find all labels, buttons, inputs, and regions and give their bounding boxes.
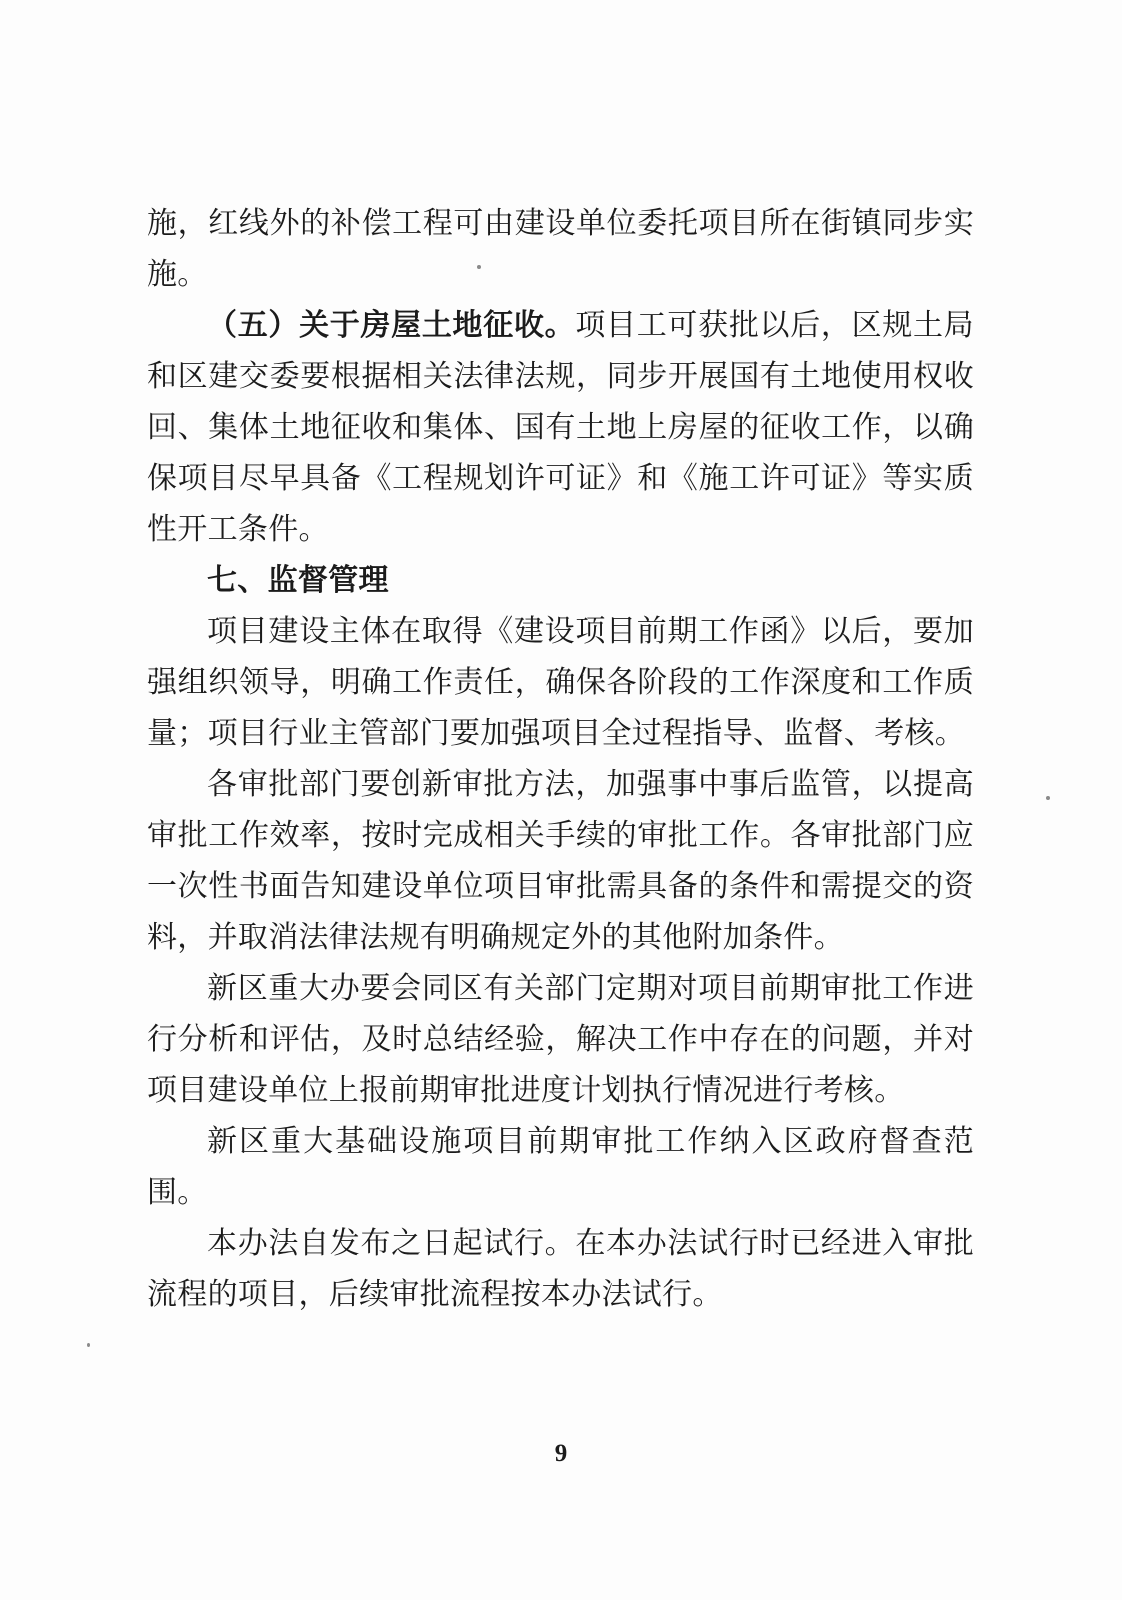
scan-speck <box>1046 796 1050 800</box>
para-supervision-4-run-0: 新区重大基础设施项目前期审批工作纳入区政府督查范围。 <box>147 1125 974 1209</box>
para-trial-implementation-run-0: 本办法自发布之日起试行。在本办法试行时已经进入审批流程的项目，后续审批流程按本办法试行。 <box>147 1227 974 1311</box>
para-supervision-1-run-0: 项目建设主体在取得《建设项目前期工作函》以后，要加强组织领导，明确工作责任，确保各阶段的工作深度和工作质量；项目行业主管部门要加强项目全过程指导、监督、考核。 <box>147 615 974 750</box>
body-text <box>147 198 974 1320</box>
heading-section-seven <box>147 555 974 606</box>
para-continuation-run-0: 施，红线外的补偿工程可由建设单位委托项目所在街镇同步实施。 <box>147 207 974 291</box>
para-continuation <box>147 198 974 300</box>
scan-speck <box>477 265 481 269</box>
page-number: 9 <box>554 1440 568 1467</box>
para-supervision-2 <box>147 759 974 963</box>
para-supervision-2-run-0: 各审批部门要创新审批方法，加强事中事后监管，以提高审批工作效率，按时完成相关手续的审批工作。各审批部门应一次性书面告知建设单位项目审批需具备的条件和需提交的资料，并取消法律法规有明确规定外的其他附加条件。 <box>147 768 974 954</box>
scan-speck <box>87 1343 90 1347</box>
para-trial-implementation <box>147 1218 974 1320</box>
para-section-five-run-1: 项目工可获批以后，区规土局和区建交委要根据相关法律法规，同步开展国有土地使用权收回、集体土地征收和集体、国有土地上房屋的征收工作，以确保项目尽早具备《工程规划许可证》和《施工许可证》等实质性开工条件。 <box>147 309 974 546</box>
para-section-five <box>147 300 974 555</box>
para-supervision-4 <box>147 1116 974 1218</box>
para-supervision-3 <box>147 963 974 1116</box>
para-supervision-1 <box>147 606 974 759</box>
para-section-five-run-0: （五）关于房屋土地征收。 <box>207 309 576 342</box>
para-supervision-3-run-0: 新区重大办要会同区有关部门定期对项目前期审批工作进行分析和评估，及时总结经验，解决工作中存在的问题，并对项目建设单位上报前期审批进度计划执行情况进行考核。 <box>147 972 974 1107</box>
heading-section-seven-run-0: 七、监督管理 <box>207 564 389 597</box>
